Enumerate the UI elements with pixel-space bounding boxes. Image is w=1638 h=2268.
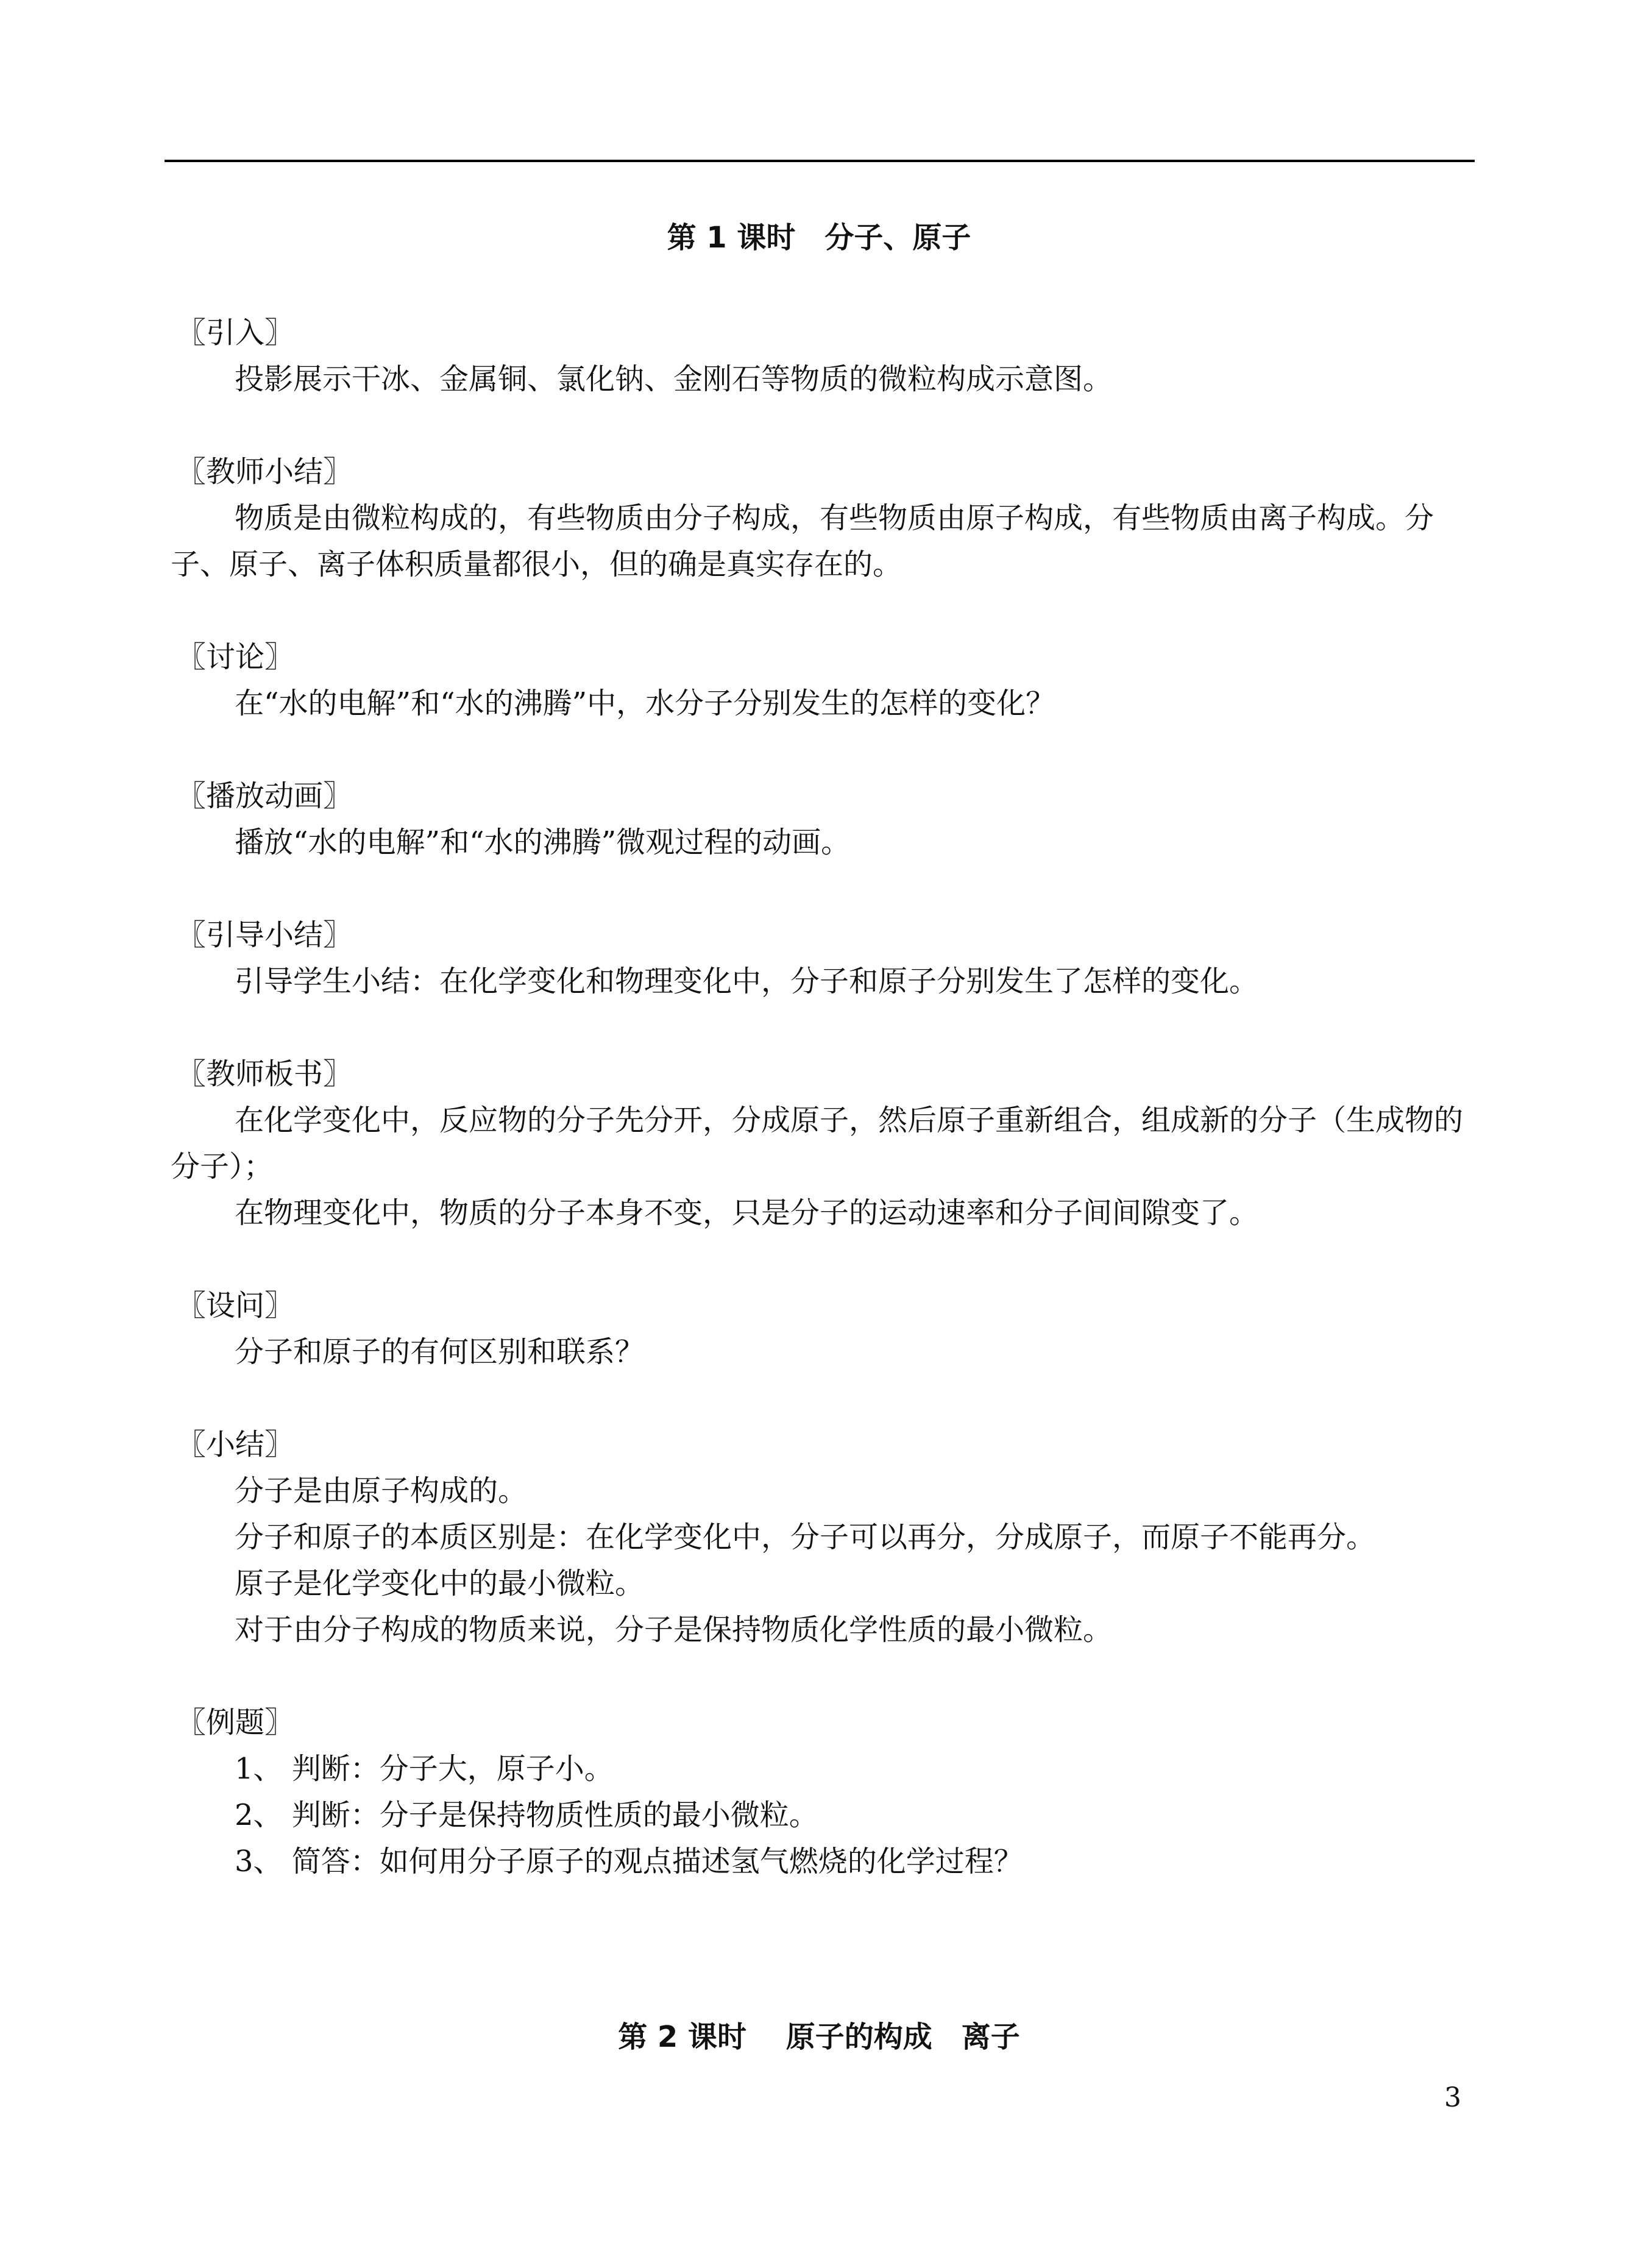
paragraph: 投影展示干冰、金属铜、氯化钠、金刚石等物质的微粒构成示意图。 xyxy=(235,362,1113,396)
paragraph: 在化学变化中，反应物的分子先分开，分成原子，然后原子重新组合，组成新的分子（生成物的分子）； xyxy=(171,1103,1464,1184)
section-heading: 〖小结〗 xyxy=(177,1427,294,1462)
paragraph: 在“水的电解”和“水的沸腾”中，水分子分别发生的怎样的变化？ xyxy=(235,686,1055,720)
section-question xyxy=(171,1282,1481,1375)
example-item: 2、 判断：分子是保持物质性质的最小微粒。 xyxy=(235,1798,818,1832)
lesson-2-title: 第 2 课时 原子的构成 离子 xyxy=(618,2020,1020,2054)
paragraph: 分子是由原子构成的。 xyxy=(235,1474,528,1508)
section-heading: 〖引入〗 xyxy=(177,316,294,350)
section-discussion xyxy=(171,634,1481,727)
page-number: 3 xyxy=(1444,2082,1461,2113)
paragraph: 原子是化学变化中的最小微粒。 xyxy=(235,1566,645,1601)
section-heading: 〖教师小结〗 xyxy=(177,455,353,489)
section-animation xyxy=(171,773,1481,866)
paragraph: 物质是由微粒构成的，有些物质由分子构成，有些物质由原子构成，有些物质由离子构成。分子、原子、离子体积质量都很小，但的确是真实存在的。 xyxy=(171,501,1434,581)
section-teacher-summary xyxy=(171,449,1481,588)
section-heading: 〖播放动画〗 xyxy=(177,779,353,813)
header-rule xyxy=(165,160,1475,162)
paragraph: 引导学生小结：在化学变化和物理变化中，分子和原子分别发生了怎样的变化。 xyxy=(235,964,1259,998)
section-heading: 〖教师板书〗 xyxy=(177,1057,353,1091)
section-guided-summary xyxy=(171,912,1481,1004)
section-intro xyxy=(171,310,1481,402)
lesson-1-title: 第 1 课时 分子、原子 xyxy=(667,221,971,255)
paragraph: 在物理变化中，物质的分子本身不变，只是分子的运动速率和分子间间隙变了。 xyxy=(235,1196,1259,1230)
paragraph: 分子和原子的本质区别是：在化学变化中，分子可以再分，分成原子，而原子不能再分。 xyxy=(235,1520,1376,1554)
section-heading: 〖讨论〗 xyxy=(177,640,294,674)
section-heading: 〖引导小结〗 xyxy=(177,918,353,952)
paragraph: 播放“水的电解”和“水的沸腾”微观过程的动画。 xyxy=(235,825,851,859)
paragraph: 分子和原子的有何区别和联系？ xyxy=(235,1335,645,1369)
section-heading: 〖例题〗 xyxy=(177,1705,294,1740)
example-item: 1、 判断：分子大，原子小。 xyxy=(235,1752,614,1786)
section-examples xyxy=(171,1699,1481,1885)
example-item: 3、 简答：如何用分子原子的观点描述氢气燃烧的化学过程？ xyxy=(235,1844,1023,1879)
lesson-1-body xyxy=(171,310,1481,1885)
section-blackboard xyxy=(171,1051,1481,1236)
section-heading: 〖设问〗 xyxy=(177,1289,294,1323)
section-summary xyxy=(171,1421,1481,1653)
paragraph: 对于由分子构成的物质来说，分子是保持物质化学性质的最小微粒。 xyxy=(235,1613,1113,1647)
